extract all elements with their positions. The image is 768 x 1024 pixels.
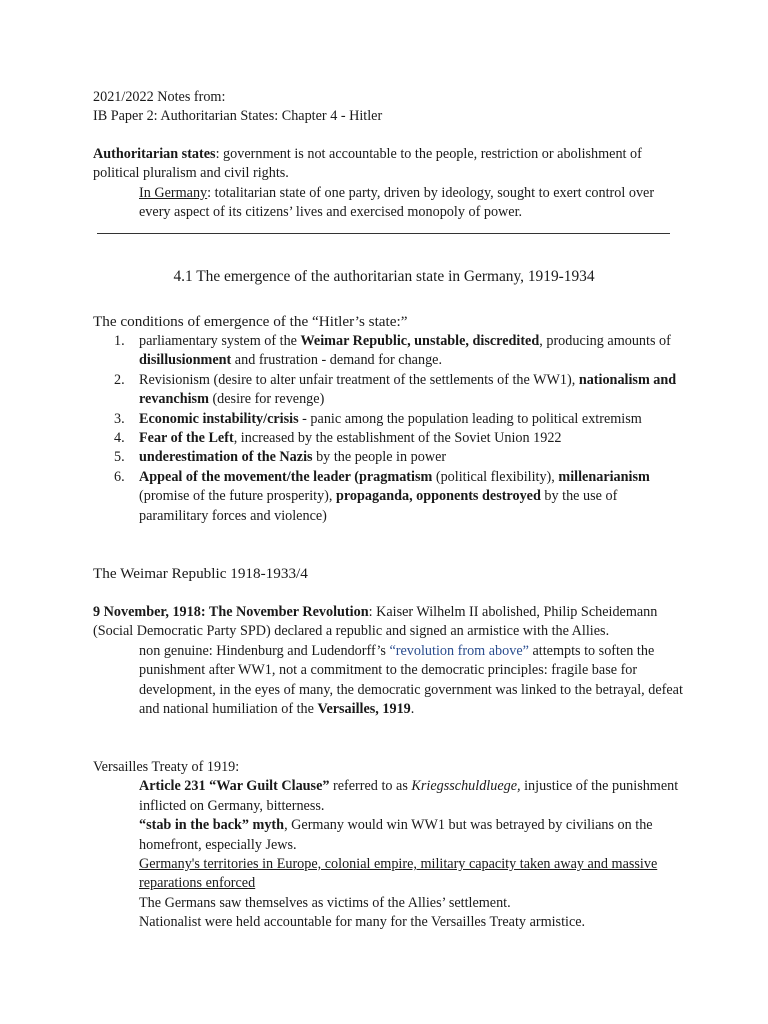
definition-term: Authoritarian states <box>93 146 216 162</box>
november-revolution: 9 November, 1918: The November Revolution: Kaiser Wilhelm II abolished, Philip Scheidemann (Social Democratic Party SPD) declared a republic and signed an armistice with the Allies. <box>93 604 658 640</box>
list-item: Economic instability/crisis - panic among the population leading to political extremism <box>139 410 642 427</box>
document-header <box>93 88 683 127</box>
list-item: underestimation of the Nazis by the people in power <box>139 449 447 466</box>
stab-in-back: “stab in the back” myth, Germany would win WW1 but was betrayed by civilians on the homefront, especially Jews. <box>139 817 653 853</box>
territories: Germany's territories in Europe, colonial empire, military capacity taken away and massive reparations enforced <box>139 856 658 892</box>
conditions-block <box>93 312 683 526</box>
weimar-heading: The Weimar Republic 1918-1933/4 <box>93 565 308 582</box>
victims: The Germans saw themselves as victims of the Allies’ settlement. <box>139 894 511 911</box>
section-title: 4.1 The emergence of the authoritarian state in Germany, 1919-1934 <box>173 268 595 285</box>
weimar-block <box>93 603 683 719</box>
conditions-list <box>93 332 683 526</box>
versailles-block <box>93 758 683 933</box>
germany-definition: In Germany: totalitarian state of one party, driven by ideology, sought to exert control over every aspect of its citizens’ lives and exercised monopoly of power. <box>139 184 655 221</box>
header-line-1: 2021/2022 Notes from: <box>93 89 226 105</box>
horizontal-divider <box>97 233 670 234</box>
germany-label: In Germany <box>139 184 208 201</box>
header-line-2: IB Paper 2: Authoritarian States: Chapter 4 - Hitler <box>93 108 383 125</box>
nationalist: Nationalist were held accountable for many for the Versailles Treaty armistice. <box>139 914 586 931</box>
definition-paragraph: Authoritarian states: government is not accountable to the people, restriction or abolishment of political pluralism and civil rights. <box>93 146 642 182</box>
definition-block <box>93 145 683 223</box>
conditions-heading: The conditions of emergence of the “Hitler’s state:” <box>93 313 408 330</box>
article-231: Article 231 “War Guilt Clause” referred to as Kriegsschuldluege, injustice of the punishment inflicted on Germany, bitterness. <box>139 778 679 814</box>
list-item: Appeal of the movement/the leader (pragmatism (political flexibility), millenarianism (promise of the future prosperity), propaganda, opponents destroyed by the use of paramilitary forces and violence) <box>139 468 650 524</box>
revolution-from-above-link: “revolution from above” <box>389 642 529 659</box>
list-item: Revisionism (desire to alter unfair treatment of the settlements of the WW1), nationalism and revanchism (desire for revenge) <box>139 371 677 408</box>
non-genuine-paragraph: non genuine: Hindenburg and Ludendorff’s “revolution from above” attempts to soften the punishment after WW1, not a commitment to the democratic principles: fragile base for development, in the eyes of many, the democratic government was linked to the betrayal, defeat and national humiliation of the Versailles, 1919. <box>139 642 683 718</box>
versailles-heading: Versailles Treaty of 1919: <box>93 759 240 775</box>
list-item: Fear of the Left, increased by the establishment of the Soviet Union 1922 <box>139 430 562 447</box>
list-item: parliamentary system of the Weimar Republic, unstable, discredited, producing amounts of disillusionment and frustration - demand for change. <box>139 333 671 369</box>
